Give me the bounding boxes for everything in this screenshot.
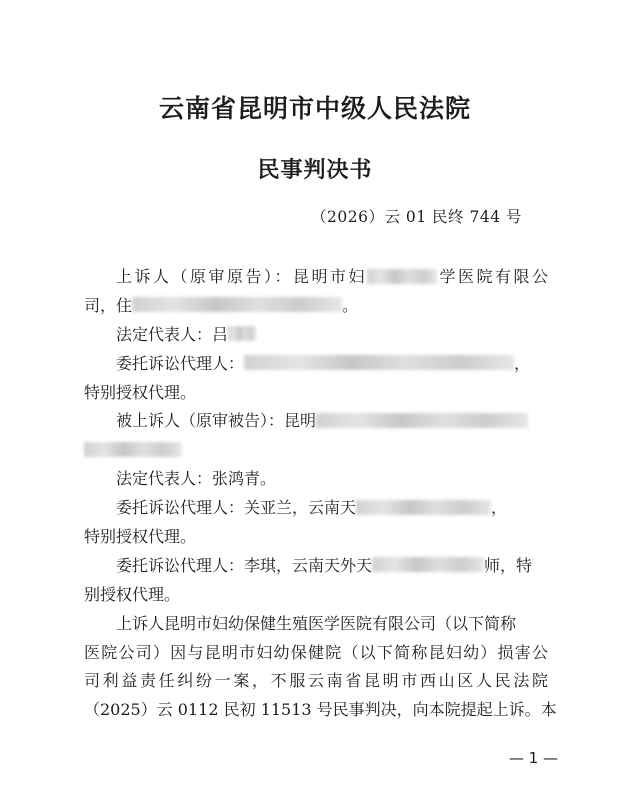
text-segment: 委托诉讼代理人：关亚兰，云南天 <box>116 498 357 518</box>
court-name-heading: 云南省昆明市中级人民法院 <box>158 94 471 123</box>
redaction-mark <box>367 269 437 284</box>
paragraph-line <box>84 379 548 408</box>
text-segment: 学医院有限公 <box>436 267 548 286</box>
paragraph-line <box>84 465 548 494</box>
text-segment: 。 <box>342 295 359 315</box>
text-segment: 委托诉讼代理人： <box>116 353 245 373</box>
redaction-mark <box>84 442 182 457</box>
text-segment: 法定代表人：张鸿青。 <box>116 469 277 489</box>
case-number: （2026）云 01 民终 744 号 <box>311 208 522 226</box>
page-number: — 1 — <box>508 749 558 767</box>
redaction-mark <box>316 413 528 428</box>
paragraph-line <box>84 639 548 668</box>
text-segment: 上诉人昆明市妇幼保健生殖医学医院有限公司（以下简称 <box>116 613 517 633</box>
text-segment: 特别授权代理。 <box>84 382 197 402</box>
document-title: 民事判决书 <box>257 157 373 183</box>
paragraph-line <box>84 292 548 321</box>
text-segment: 医院公司）因与昆明市妇幼保健院（以下简称昆妇幼）损害公 <box>84 642 548 662</box>
text-segment: 司利益责任纠纷一案，不服云南省昆明市西山区人民法院 <box>84 671 548 691</box>
judgment-body <box>84 263 557 725</box>
paragraph-line <box>84 350 548 379</box>
paragraph-line <box>84 407 548 436</box>
text-segment: 特别授权代理。 <box>84 527 197 547</box>
text-segment: 上诉人（原审原告）：昆明市妇 <box>116 267 367 286</box>
paragraph-line <box>84 696 557 725</box>
redaction-mark <box>372 557 484 572</box>
paragraph-line <box>84 523 548 552</box>
text-segment: ， <box>514 353 531 373</box>
paragraph-line <box>84 581 548 610</box>
paragraph-line <box>84 610 548 639</box>
paragraph-line <box>84 321 548 350</box>
redaction-mark <box>244 355 514 370</box>
text-segment: 委托诉讼代理人：李琪，云南天外天 <box>116 555 373 575</box>
paragraph-line <box>84 552 548 581</box>
paragraph-line <box>84 667 548 696</box>
paragraph-line <box>84 263 548 292</box>
text-segment: 别授权代理。 <box>84 584 181 604</box>
text-segment: 司，住 <box>84 295 133 315</box>
text-segment: （2025）云 0112 民初 11513 号民事判决，向本院提起上诉。本 <box>84 700 557 720</box>
text-segment: 被上诉人（原审被告）：昆明 <box>116 411 317 431</box>
paragraph-line <box>84 494 548 523</box>
text-segment: 法定代表人：吕 <box>116 324 229 344</box>
redaction-mark <box>228 326 256 341</box>
redaction-mark <box>356 500 491 515</box>
text-segment: ， <box>491 498 508 518</box>
text-segment: 师，特 <box>484 555 533 575</box>
paragraph-line <box>84 436 548 465</box>
redaction-mark <box>132 297 342 312</box>
